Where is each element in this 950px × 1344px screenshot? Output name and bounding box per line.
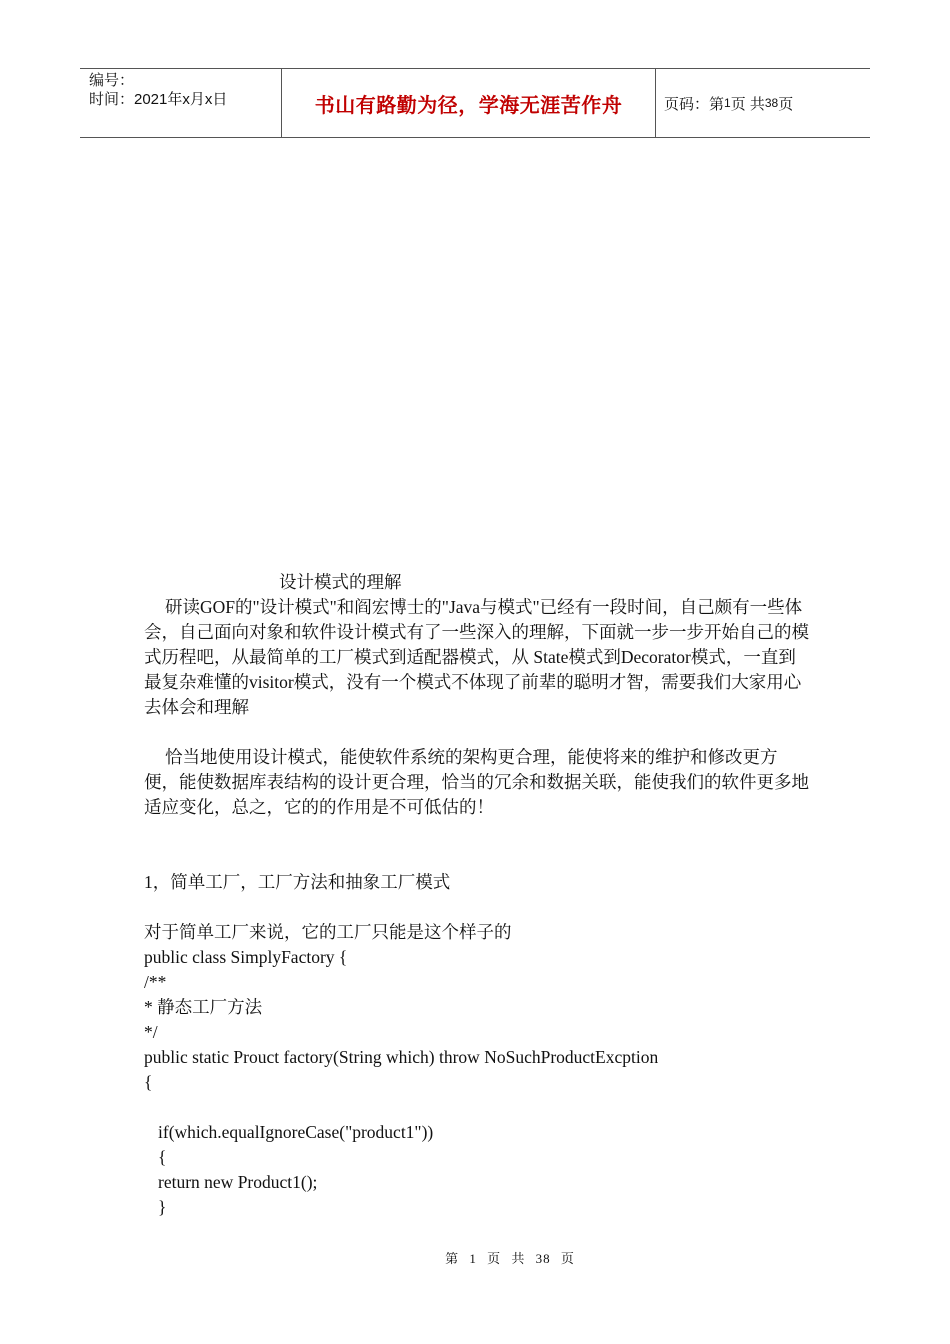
header-left-cell [80,69,280,137]
footer-page-number: 1 [469,1251,477,1266]
page-footer [0,1248,950,1267]
paragraph-intro: 研读GOF的"设计模式"和阎宏博士的"Java与模式"已经有一段时间，自己颇有一些体会，自己面向对象和软件设计模式有了一些深入的理解，下面就一步一步开始自己的模式历程吧，从最简单的工厂模式到适配器模式，从 State模式到Decorator模式，一直到最复杂难懂的visitor模式，没有一个模式不体现了前辈的聪明才智，需要我们大家用心去体会和理解 [144,597,809,717]
page-prefix: 页码：第 [664,95,725,113]
code-line: public class SimplyFactory { [144,947,348,967]
code-line-blank [144,1095,810,1120]
number-label: 编号： [89,72,135,89]
code-line: public static Prouct factory(String which) throw NoSuchProductExcption [144,1047,659,1067]
code-line: if(which.equalIgnoreCase("product1")) [158,1122,434,1142]
page-header [80,68,870,138]
code-line: * 静态工厂方法 [144,997,263,1017]
header-motto: 书山有路勤为径，学海无涯苦作舟 [281,69,656,137]
page-suffix: 页 [778,95,794,113]
code-line: */ [144,1022,158,1042]
document-title: 设计模式的理解 [279,572,402,592]
footer-word: 页 [560,1251,575,1266]
code-line: /** [144,972,167,992]
section-heading-factory: 1，简单工厂，工厂方法和抽象工厂模式 [144,872,451,892]
code-line: return new Product1(); [158,1172,318,1192]
footer-word: 第 [445,1251,460,1266]
page-total: 38 [764,96,779,110]
paragraph-simple-factory: 对于简单工厂来说，它的工厂只能是这个样子的 [144,922,512,942]
header-page-info [655,69,870,137]
code-line: } [158,1197,167,1217]
footer-page-total: 38 [535,1251,551,1266]
footer-word: 页 [487,1251,502,1266]
code-block [144,945,810,1220]
footer-word: 共 [511,1251,526,1266]
document-body [144,570,810,1220]
time-label: 时间：2021年x月x日 [89,91,228,108]
paragraph-benefits: 恰当地使用设计模式，能使软件系统的架构更合理，能使将来的维护和修改更方便，能使数据库表结构的设计更合理，恰当的冗余和数据关联，能使我们的软件更多地适应变化，总之，它的的作用是不可低估的！ [144,747,809,817]
page-mid: 页 共 [730,95,765,113]
code-line: { [144,1072,153,1092]
page-number: 1 [724,96,731,110]
code-line: { [158,1147,167,1167]
